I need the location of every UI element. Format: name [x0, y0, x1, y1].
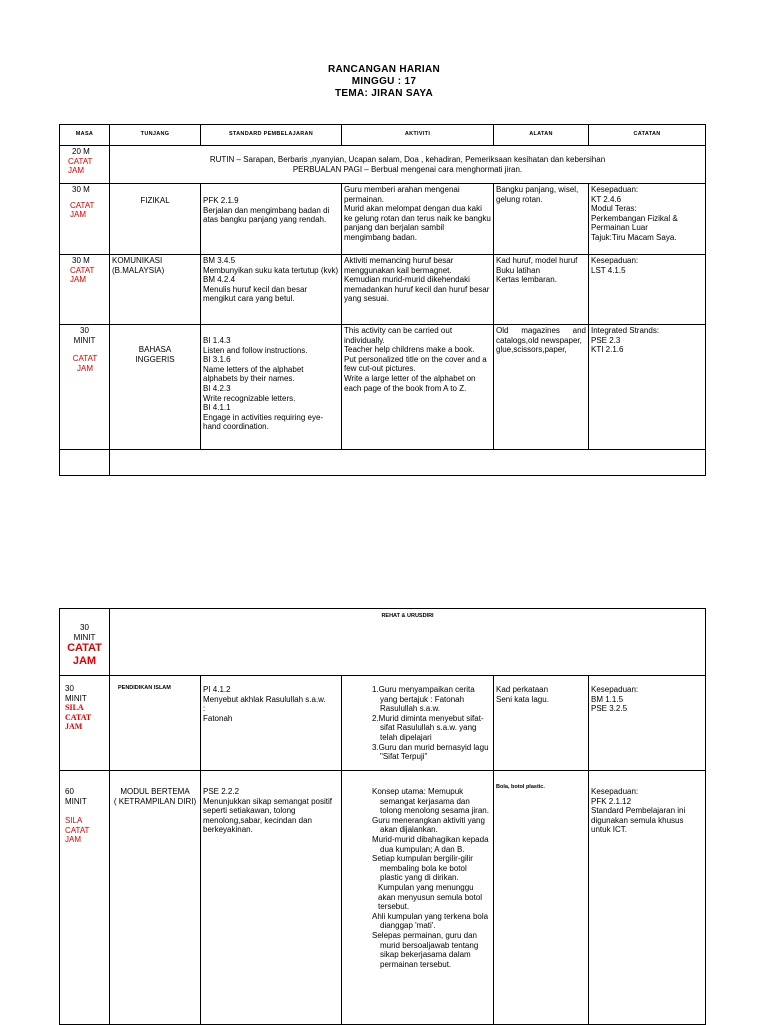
- catatan-cell: [589, 184, 706, 255]
- tunjang-line: INGGERIS: [135, 354, 175, 364]
- sp-line: BM 4.2.4: [203, 275, 236, 285]
- catatan-cell: [589, 325, 706, 450]
- row-english: [60, 325, 706, 450]
- daily-plan-table-1: [59, 124, 706, 476]
- catatan-cell: [589, 771, 706, 1025]
- theme-label: TEMA: JIRAN SAYA: [335, 88, 433, 99]
- jam-label: JAM: [65, 835, 81, 845]
- tunjang-line: MODUL BERTEMA: [120, 787, 190, 796]
- row-rutin: [60, 146, 706, 184]
- sp-line: Menyebut akhlak Rasulullah s.a.w.: [203, 694, 326, 704]
- catatan-cell: [589, 676, 706, 771]
- sp-line: Name letters of the alphabet alphabets by their names.: [203, 364, 304, 384]
- masa-value: 30 M: [72, 185, 90, 194]
- aktiviti-line: Write a large letter of the alphabet on each page of the book from A to Z.: [344, 373, 476, 393]
- aktiviti-line: Aktiviti memancing huruf besar menggunakan kail bermagnet.: [344, 256, 454, 275]
- daily-plan-table-2: [59, 608, 706, 1025]
- sp-line: Membunyikan suku kata tertutup (kvk): [203, 265, 339, 275]
- masa-value: 30: [65, 684, 74, 693]
- col-standard: STANDARD PEMBELAJARAN: [201, 125, 342, 146]
- sp-line: BI 4.2.3: [203, 383, 231, 393]
- masa-unit: MINIT: [65, 796, 87, 806]
- sp-line: BI 3.1.6: [203, 355, 231, 365]
- tunjang-cell: FIZIKAL: [110, 184, 201, 255]
- aktiviti-line: This activity can be carried out individually.: [344, 326, 453, 345]
- tunjang-cell: PENDIDIKAN ISLAM: [110, 676, 201, 771]
- aktiviti-line: Murid-murid dibahagikan kepada dua kumpulan; A dan B.: [372, 834, 489, 854]
- aktiviti-cell: [342, 771, 494, 1025]
- catatan-line: LST 4.1.5: [591, 265, 626, 275]
- alatan-cell: [494, 255, 589, 325]
- row-islam: [60, 676, 706, 771]
- aktiviti-line: Teacher help childrens make a book.: [344, 345, 475, 355]
- masa-cell: [60, 771, 110, 1025]
- aktiviti-line: Murid akan melompat dengan dua kaki ke gelung rotan dan terus naik ke bangku panjang dan berjalan sambil mengimbang badan.: [344, 204, 491, 242]
- tunjang-line: KOMUNIKASI: [112, 256, 163, 265]
- alatan-line: Kertas lembaran.: [496, 275, 557, 285]
- alatan-line: Old magazines and catalogs,old newspaper,: [496, 326, 586, 345]
- catatan-line: BM 1.1.5: [591, 694, 624, 704]
- col-alatan: ALATAN: [494, 125, 589, 146]
- masa-unit: MINIT: [73, 335, 96, 345]
- sp-line: BM 3.4.5: [203, 256, 236, 265]
- masa-value: 30 M: [72, 256, 90, 265]
- aktiviti-line: Kumpulan yang menunggu akan menyusun semula botol tersebut.: [378, 882, 483, 912]
- row-komunikasi: [60, 255, 706, 325]
- masa-unit: MINIT: [73, 632, 96, 642]
- week-label: MINGGU : 17: [351, 76, 417, 87]
- row-empty: [60, 450, 706, 476]
- alatan-line: Seni kata lagu.: [496, 694, 549, 704]
- alatan-cell: [494, 325, 589, 450]
- tunjang-line: (B.MALAYSIA): [112, 265, 165, 275]
- page-header: [0, 64, 768, 100]
- sp-code: PFK 2.1.9: [203, 196, 239, 205]
- col-tunjang: TUNJANG: [110, 125, 201, 146]
- masa-cell: [60, 184, 110, 255]
- sp-text: Berjalan dan mengimbang badan di atas bangku panjang yang rendah.: [203, 205, 330, 225]
- aktiviti-line: Put personalized title on the cover and a few cut-out pictures.: [344, 354, 487, 374]
- rehat-label: REHAT & URUSDIRI: [110, 609, 706, 676]
- catatan-cell: [589, 255, 706, 325]
- sp-line: Write recognizable letters.: [203, 393, 296, 403]
- masa-cell: [60, 325, 110, 450]
- aktiviti-line: Konsep utama: Memupuk semangat kerjasama dan tolong menolong sesama jiran.: [372, 787, 489, 816]
- alatan-line: Buku latihan: [496, 265, 541, 275]
- standard-cell: [201, 184, 342, 255]
- catatan-line: Integrated Strands:: [591, 326, 660, 335]
- jam-label: JAM: [72, 655, 97, 668]
- catat-jam-label: CATAT JAM: [70, 200, 95, 220]
- catatan-line: Kesepaduan:: [591, 787, 639, 796]
- rutin-line: RUTIN – Sarapan, Berbaris ,nyanyian, Ucapan salam, Doa , kehadiran, Pemeriksaan kesihatan dan kebersihan: [209, 154, 606, 164]
- empty-cell: [110, 450, 706, 476]
- sp-line: PI 4.1.2: [203, 685, 231, 694]
- masa-cell: [60, 255, 110, 325]
- sila-label: SILA: [65, 816, 83, 826]
- row-fizikal: [60, 184, 706, 255]
- sp-line: PSE 2.2.2: [203, 787, 240, 796]
- alatan-cell: Bangku panjang, wisel, gelung rotan.: [494, 184, 589, 255]
- tunjang-cell: [110, 325, 201, 450]
- tunjang-line: ( KETRAMPILAN DIRI): [113, 796, 197, 806]
- catatan-line: PFK 2.1.12: [591, 796, 632, 806]
- catat-label: CATAT: [67, 642, 102, 655]
- catatan-line: Kesepaduan:: [591, 256, 639, 265]
- tunjang-line: BAHASA: [138, 345, 172, 354]
- tunjang-cell: [110, 255, 201, 325]
- masa-value: 20 M: [72, 147, 90, 156]
- aktiviti-cell: [342, 255, 494, 325]
- jam-label: JAM: [65, 722, 83, 732]
- sp-line: BI 4.1.1: [203, 403, 231, 413]
- row-rehat: [60, 609, 706, 676]
- sp-line: BI 1.4.3: [203, 336, 231, 345]
- aktiviti-line: 3.Guru dan murid bernasyid lagu "Sifat Terpuji": [372, 742, 489, 762]
- masa-value: 30: [80, 623, 89, 632]
- aktiviti-cell: [342, 325, 494, 450]
- sp-line: Menunjukkan sikap semangat positif seperti setiakawan, tolong menolong,sabar, kecindan dan berkeyakinan.: [203, 796, 332, 835]
- aktiviti-line: Kemudian murid-murid dikehendaki memadankan huruf kecil dan huruf besar yang sesuai.: [344, 275, 490, 304]
- empty-cell: [60, 450, 110, 476]
- aktiviti-line: Setiap kumpulan bergilir-gilir membaling bola ke botol plastic yang di dirikan.: [372, 854, 473, 883]
- aktiviti-line: Ahli kumpulan yang terkena bola dianggap 'mati'.: [372, 911, 489, 931]
- catatan-line: PSE 3.2.5: [591, 704, 628, 714]
- doc-title: RANCANGAN HARIAN: [327, 64, 441, 75]
- catatan-line: Kesepaduan:: [591, 185, 639, 194]
- row-modul: [60, 771, 706, 1025]
- alatan-line: Kad perkataan: [496, 685, 549, 694]
- sila-label: SILA: [65, 703, 84, 713]
- masa-value: 60: [65, 787, 74, 796]
- catatan-line: Perkembangan Fizikal & Permainan Luar: [591, 213, 678, 233]
- masa-cell: [60, 146, 110, 184]
- tunjang-cell: [110, 771, 201, 1025]
- catat-jam-label: CATAT JAM: [70, 265, 95, 285]
- catatan-line: KT 2.4.6: [591, 194, 622, 204]
- catatan-line: PSE 2.3: [591, 335, 621, 345]
- aktiviti-cell: [342, 676, 494, 771]
- standard-cell: [201, 255, 342, 325]
- sp-line: Listen and follow instructions.: [203, 345, 308, 355]
- masa-value: 30: [80, 326, 89, 335]
- catatan-line: Modul Teras:: [591, 204, 637, 214]
- standard-cell: [201, 676, 342, 771]
- catat-jam-label: CATAT JAM: [68, 156, 93, 176]
- sp-line: Engage in activities requiring eye-hand coordination.: [203, 412, 324, 432]
- sp-line: Menulis huruf kecil dan besar mengikut cara yang betul.: [203, 284, 308, 304]
- standard-cell: [201, 771, 342, 1025]
- masa-cell: [60, 676, 110, 771]
- alatan-line: glue,scissors,paper,: [496, 345, 567, 355]
- alatan-cell: [494, 676, 589, 771]
- alatan-cell: Bola, botol plastic.: [494, 771, 589, 1025]
- col-aktiviti: AKTIVITI: [342, 125, 494, 146]
- alatan-line: Kad huruf, model huruf: [496, 256, 578, 265]
- catatan-line: KTI 2.1.6: [591, 345, 624, 355]
- catatan-line: Tajuk:Tiru Macam Saya.: [591, 232, 677, 242]
- aktiviti-cell: [342, 184, 494, 255]
- sp-line: Fatonah: [203, 713, 233, 723]
- catatan-line: Standard Pembelajaran ini digunakan semula khusus untuk ICT.: [591, 806, 686, 835]
- perbualan-line: PERBUALAN PAGI – Berbual mengenai cara menghormati jiran.: [292, 164, 523, 174]
- catat-label: CATAT: [65, 825, 90, 835]
- masa-unit: MINIT: [65, 693, 87, 703]
- aktiviti-line: 1.Guru menyampaikan cerita yang bertajuk : Fatonah Rasulullah s.a.w.: [372, 685, 475, 714]
- rutin-cell: [110, 146, 706, 184]
- sp-line: :: [203, 704, 206, 714]
- aktiviti-line: Guru memberi arahan mengenai permainan.: [344, 185, 460, 204]
- standard-cell: [201, 325, 342, 450]
- aktiviti-line: 2.Murid diminta menyebut sifat-sifat Rasulullah s.a.w. yang telah dipelajari: [372, 713, 484, 742]
- col-catatan: CATATAN: [589, 125, 706, 146]
- col-masa: MASA: [60, 125, 110, 146]
- aktiviti-line: Selepas permainan, guru dan murid bersoaljawab tentang sikap bekerjasama dalam permainan tersebut.: [372, 930, 479, 969]
- table-header-row: [60, 125, 706, 146]
- catat-jam-label: CATAT JAM: [72, 354, 98, 373]
- aktiviti-line: Guru menerangkan aktiviti yang akan dijalankan.: [372, 815, 485, 835]
- catat-label: CATAT: [65, 712, 92, 722]
- masa-cell: [60, 609, 110, 676]
- catatan-line: Kesepaduan:: [591, 685, 639, 694]
